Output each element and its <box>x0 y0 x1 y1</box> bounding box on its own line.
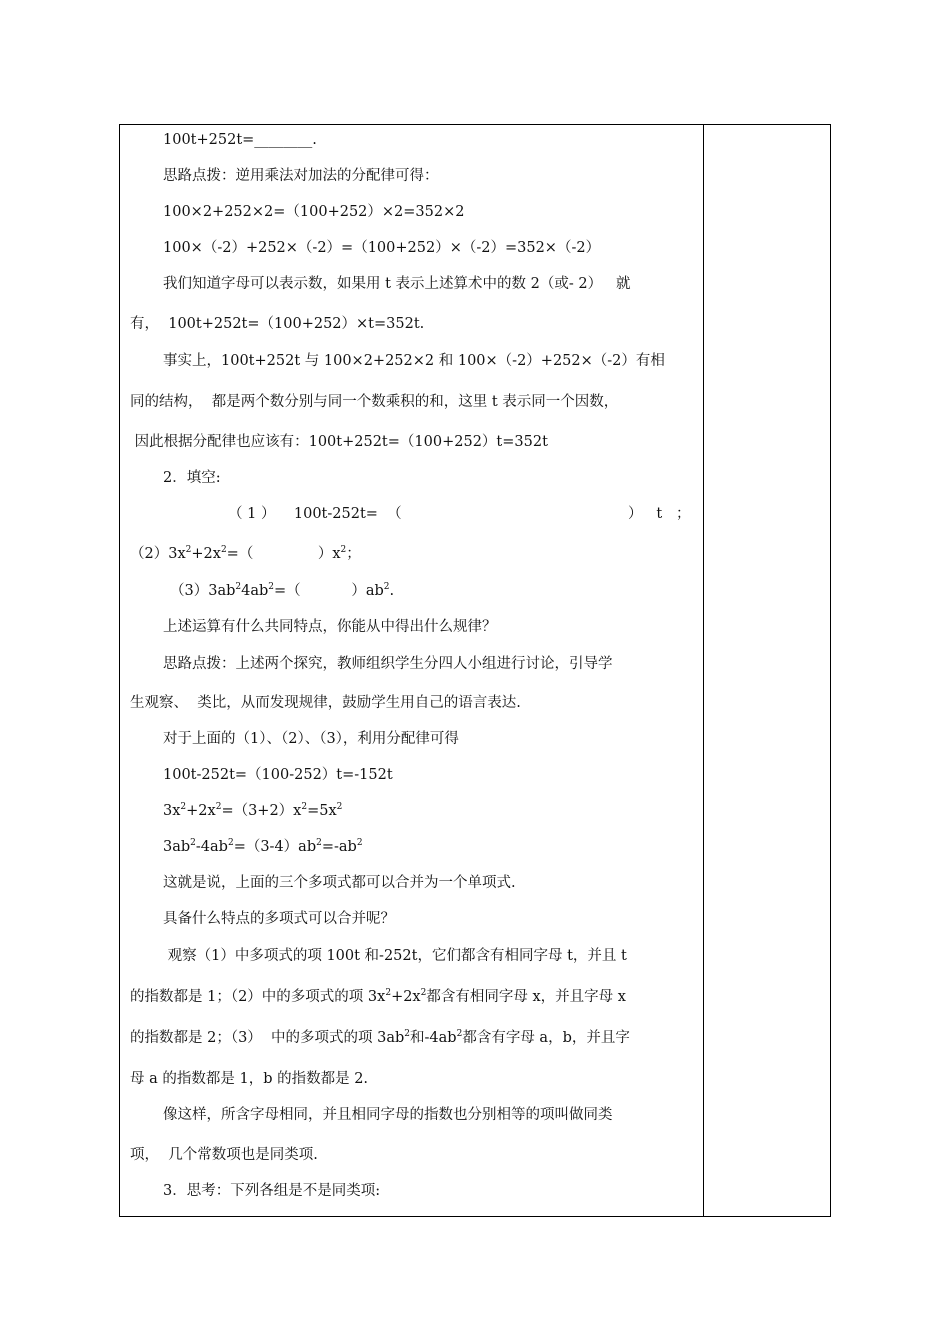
text-line: 生观察、 类比，从而发现规律，鼓励学生用自己的语言表达. <box>130 695 521 711</box>
formula-line: $3x^2+2x^2=(3+2)x^2=5x^2$ <box>163 802 343 819</box>
text-line: 同的结构， 都是两个数分别与同一个数乘积的和，这里 t 表示同一个因数， <box>130 394 619 410</box>
text-line: 我们知道字母可以表示数，如果用 t 表示上述算术中的数 2（或- 2） 就 <box>163 276 631 292</box>
table-column-divider <box>703 124 704 1217</box>
fill-blank-2: $(2)3x^2+2x^2=$（ ）$x^2$； <box>130 545 361 562</box>
text-line: 项， 几个常数项也是同类项. <box>130 1147 318 1163</box>
text-line: 具备什么特点的多项式可以合并呢？ <box>163 911 395 927</box>
text-line: 这就是说，上面的三个多项式都可以合并为一个单项式. <box>163 875 516 891</box>
text-line: 100t+252t=________. <box>163 132 317 148</box>
formula-line: $3ab^2-4ab^2=(3-4)ab^2=-ab^2$ <box>163 838 363 855</box>
text-line: 思路点拨：逆用乘法对加法的分配律可得： <box>163 168 439 184</box>
fill-blank-3: $(3)3ab^24ab^2=$（ ）$ab^2$. <box>170 582 395 599</box>
text-line: 100×（-2）+252×（-2）=（100+252）×（-2）=352×（-2） <box>163 240 601 256</box>
text-line: 观察（1）中多项式的项 100t 和-252t，它们都含有相同字母 t，并且 t <box>163 948 627 964</box>
fill-blank-1-end: ） t ； <box>628 506 691 522</box>
text-line: 3．思考：下列各组是不是同类项: <box>163 1183 381 1199</box>
text-line: 的指数都是 1；（2）中的多项式的项 $3x^2+2x^2$都含有相同字母 x，并且字母 x <box>130 988 626 1005</box>
text-line: 因此根据分配律也应该有：100t+252t=（100+252）t=352t <box>130 434 548 450</box>
text-line: 母 a 的指数都是 1，b 的指数都是 2. <box>130 1071 369 1087</box>
text-line: 100t-252t=（100-252）t=-152t <box>163 767 393 783</box>
text-line: 对于上面的（1）、（2）、（3），利用分配律可得 <box>163 731 459 747</box>
text-line: 100×2+252×2=（100+252）×2=352×2 <box>163 204 465 220</box>
text-line: 的指数都是 2；（3） 中的多项式的项 $3ab^2$和$-4ab^2$都含有字母 a，b，并且字 <box>130 1029 630 1046</box>
text-line: 事实上，100t+252t 与 100×2+252×2 和 100×（-2）+252×（-2）有相 <box>163 353 665 369</box>
fill-blank-1: （ 1 ） 100t-252t= （ <box>228 506 402 522</box>
text-line: 2．填空: <box>163 470 221 486</box>
text-line: 有， 100t+252t=（100+252）×t=352t. <box>130 316 425 332</box>
text-line: 上述运算有什么共同特点，你能从中得出什么规律？ <box>163 619 497 635</box>
text-line: 思路点拨：上述两个探究，教师组织学生分四人小组进行讨论，引导学 <box>163 656 613 672</box>
text-line: 像这样，所含字母相同，并且相同字母的指数也分别相等的项叫做同类 <box>163 1107 613 1123</box>
